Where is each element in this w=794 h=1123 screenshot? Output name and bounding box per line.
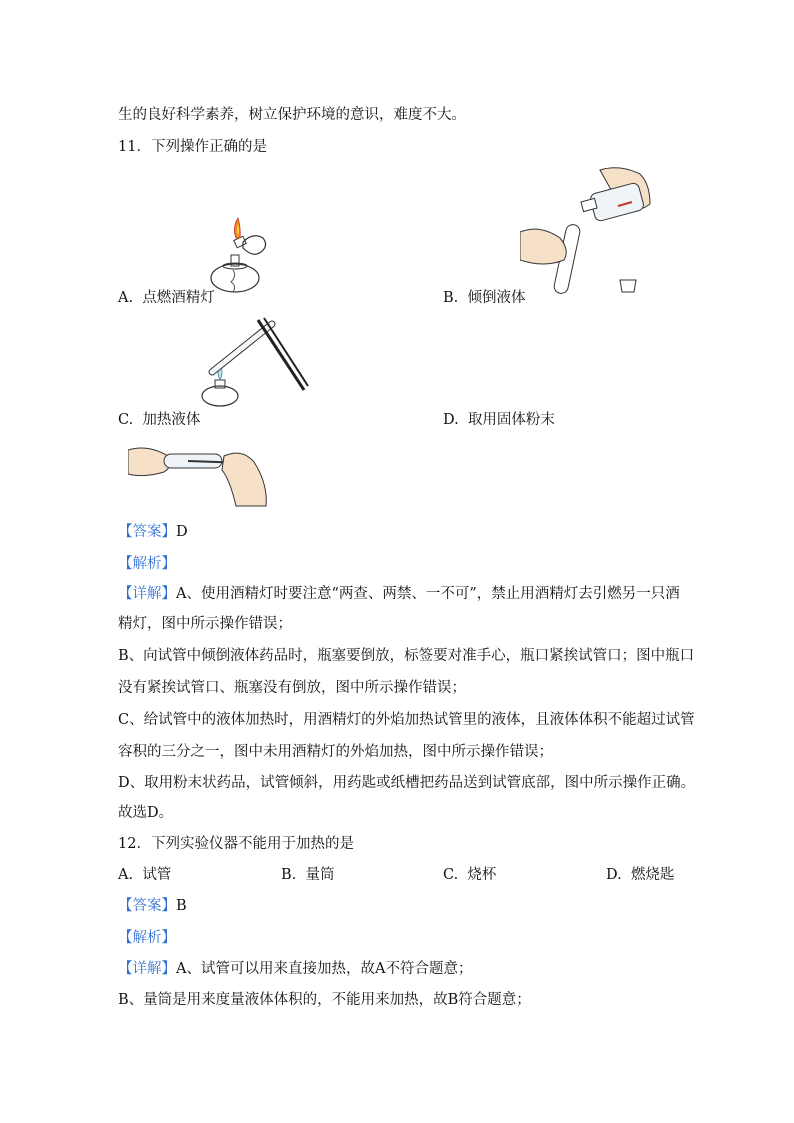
q11-option-a: A. 点燃酒精灯 bbox=[118, 290, 215, 306]
q11-analysis-tag: 【解析】 bbox=[118, 556, 176, 572]
q11-stem: 11．下列操作正确的是 bbox=[118, 139, 267, 155]
figure-b-pouring-liquid bbox=[520, 162, 665, 300]
q12-answer bbox=[118, 894, 187, 915]
q12-option-d: D. 燃烧匙 bbox=[606, 867, 675, 883]
q11-answer bbox=[118, 520, 188, 541]
figure-c-heating-liquid bbox=[198, 316, 310, 414]
q12-option-a: A. 试管 bbox=[118, 867, 172, 883]
q12-answer-value: B bbox=[176, 898, 187, 914]
q11-explanation-line: 容积的三分之一，图中未用酒精灯的外焰加热，图中所示操作错误； bbox=[118, 744, 553, 760]
figure-a-lighting-lamp bbox=[205, 208, 270, 298]
q11-answer-value: D bbox=[176, 524, 188, 540]
intro-text: 生的良好科学素养，树立保护环境的意识，难度不大。 bbox=[118, 107, 466, 123]
q12-stem: 12．下列实验仪器不能用于加热的是 bbox=[118, 836, 354, 852]
figure-d-taking-powder bbox=[128, 436, 270, 508]
q11-option-b: B. 倾倒液体 bbox=[443, 290, 526, 306]
q12-explanation-line: 【详解】A、试管可以用来直接加热，故A不符合题意； bbox=[118, 961, 473, 977]
q11-explanation-line: 没有紧挨试管口、瓶塞没有倒放，图中所示操作错误； bbox=[118, 680, 466, 696]
q11-explanation-line: B、向试管中倾倒液体药品时，瓶塞要倒放，标签要对准手心，瓶口紧挨试管口；图中瓶口 bbox=[118, 648, 695, 664]
q11-option-c: C. 加热液体 bbox=[118, 412, 201, 428]
q11-option-d: D. 取用固体粉末 bbox=[443, 412, 555, 428]
q12-answer-tag: 【答案】 bbox=[118, 898, 176, 914]
q12-detail-tag: 【详解】 bbox=[118, 961, 176, 977]
q11-explanation-line: C、给试管中的液体加热时，用酒精灯的外焰加热试管里的液体，且液体体积不能超过试管 bbox=[118, 712, 695, 728]
q11-explanation-line: 精灯，图中所示操作错误； bbox=[118, 616, 292, 632]
q11-answer-tag: 【答案】 bbox=[118, 524, 176, 540]
q12-option-c: C. 烧杯 bbox=[443, 867, 497, 883]
q11-explanation-line: D、取用粉末状药品，试管倾斜，用药匙或纸槽把药品送到试管底部，图中所示操作正确。 bbox=[118, 775, 696, 791]
q11-detail-tag: 【详解】 bbox=[118, 586, 176, 602]
q11-explanation-line: 【详解】A、使用酒精灯时要注意“两查、两禁、一不可”，禁止用酒精灯去引燃另一只酒 bbox=[118, 586, 680, 602]
q12-analysis-tag: 【解析】 bbox=[118, 930, 176, 946]
q12-option-b: B. 量筒 bbox=[281, 867, 335, 883]
q11-conclusion: 故选D。 bbox=[118, 805, 174, 821]
q12-explanation-line: B、量筒是用来度量液体体积的，不能用来加热，故B符合题意； bbox=[118, 992, 531, 1008]
